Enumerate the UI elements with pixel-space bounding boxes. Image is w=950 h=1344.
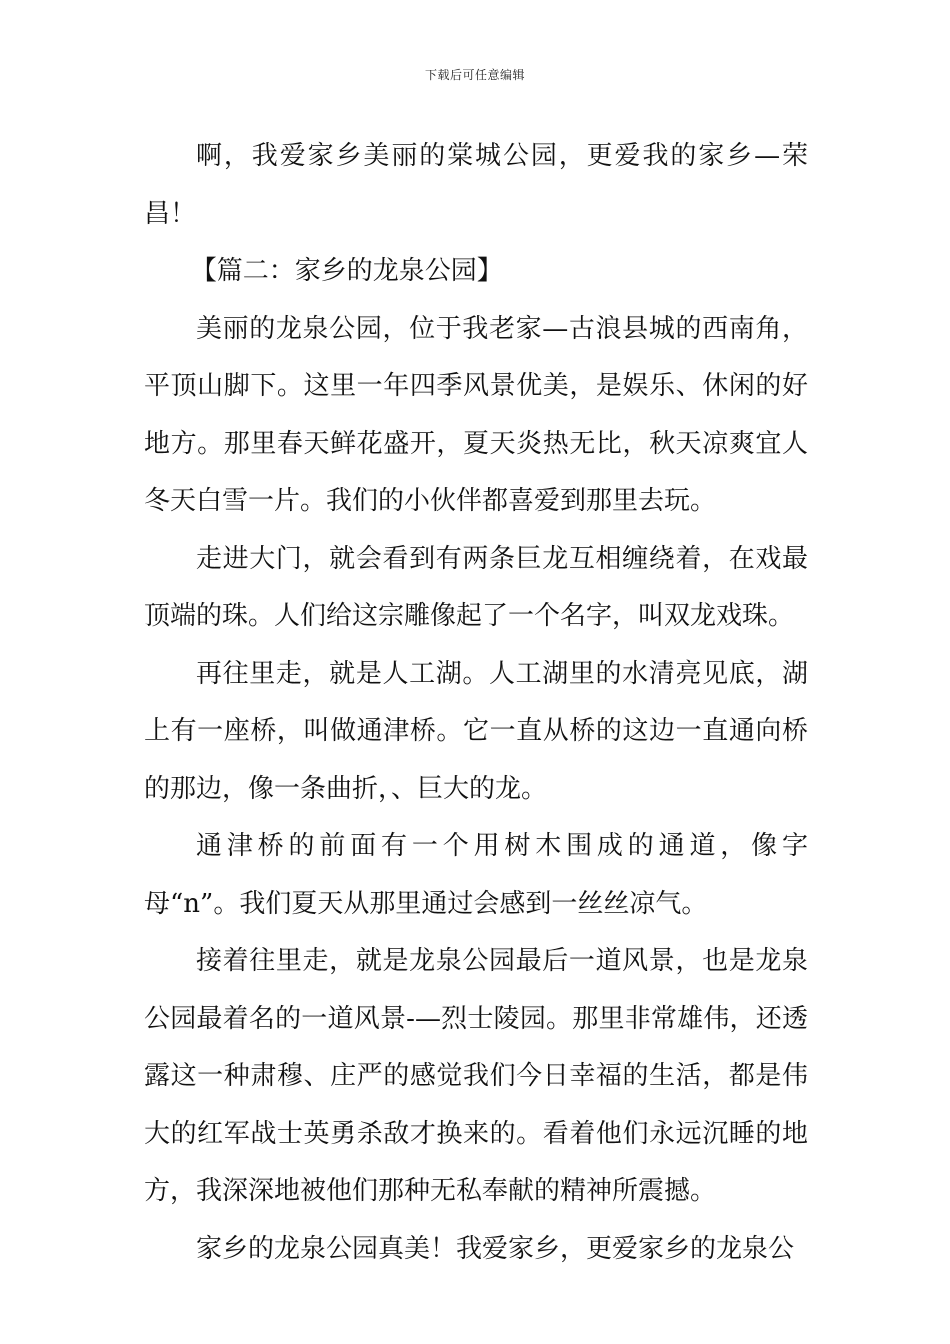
page-header: 下载后可任意编辑 — [424, 68, 525, 82]
paragraph-closing-previous: 啊，我爱家乡美丽的棠城公园，更爱我的家乡—荣昌！ — [144, 141, 808, 229]
document-body — [144, 128, 808, 1278]
paragraph-conclusion: 家乡的龙泉公园真美！我爱家乡，更爱家乡的龙泉公 — [196, 1233, 795, 1264]
section-heading: 【篇二：家乡的龙泉公园】 — [190, 256, 503, 286]
paragraph-lake: 再往里走，就是人工湖。人工湖里的水清亮见底，湖上有一座桥，叫做通津桥。它一直从桥的这边一直通向桥的那边，像一条曲折，、巨大的龙。 — [144, 658, 808, 804]
paragraph-gate: 走进大门，就会看到有两条巨龙互相缠绕着，在戏最顶端的珠。人们给这宗雕像起了一个名字，叫双龙戏珠。 — [144, 543, 808, 631]
paragraph-intro: 美丽的龙泉公园，位于我老家—古浪县城的西南角，平顶山脚下。这里一年四季风景优美，是娱乐、休闲的好地方。那里春天鲜花盛开，夏天炎热无比，秋天凉爽宜人冬天白雪一片。我们的小伙伴都喜爱到那里去玩。 — [144, 313, 808, 516]
paragraph-passage: 通津桥的前面有一个用树木围成的通道，像字母“n”。我们夏天从那里通过会感到一丝丝凉气。 — [144, 831, 808, 919]
paragraph-cemetery: 接着往里走，就是龙泉公园最后一道风景，也是龙泉公园最着名的一道风景-—烈士陵园。那里非常雄伟，还透露这一种肃穆、庄严的感觉我们今日幸福的生活，都是伟大的红军战士英勇杀敌才换来的。看着他们永远沉睡的地方，我深深地被他们那种无私奉献的精神所震撼。 — [144, 946, 808, 1206]
